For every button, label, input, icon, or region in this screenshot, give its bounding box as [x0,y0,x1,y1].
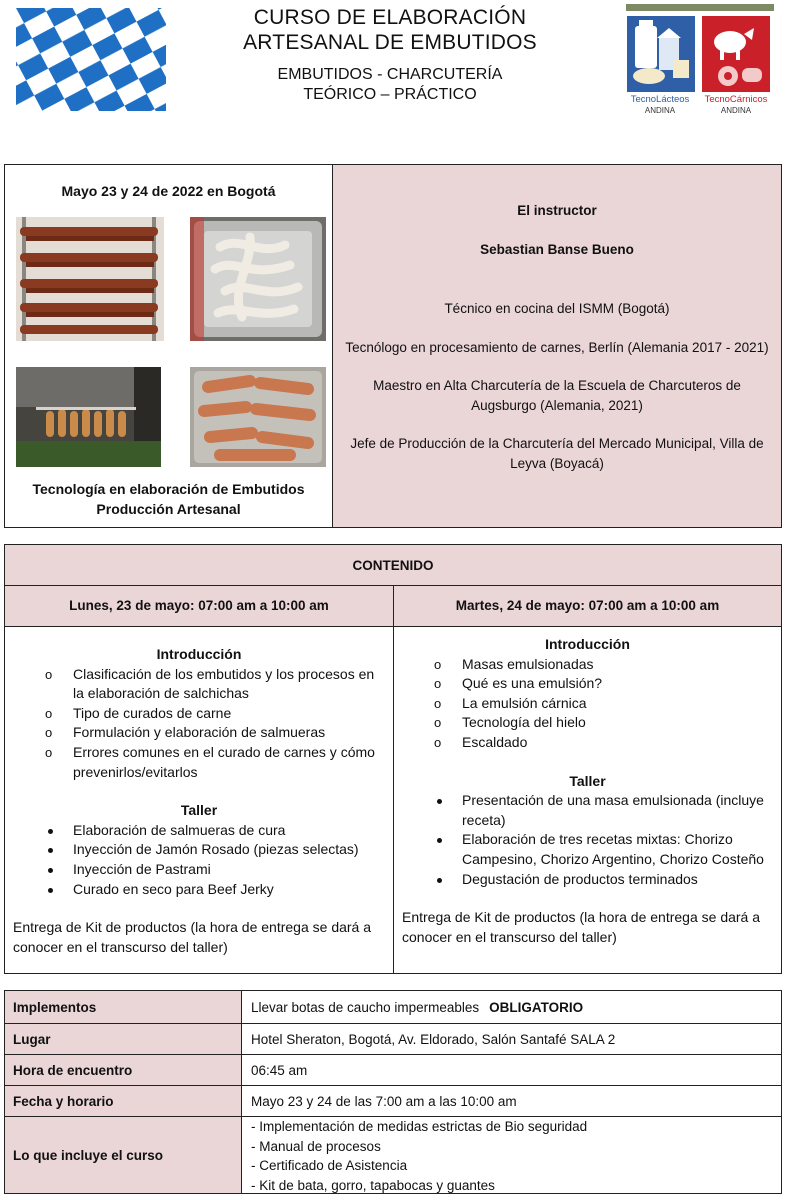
list-item: o Escaldado [434,733,528,750]
credential-item: Técnico en cocina del ISMM (Bogotá) [444,301,670,316]
header-titles [190,5,590,105]
list-item: o Tecnología del hielo [434,714,586,731]
day1-header: Lunes, 23 de mayo: 07:00 am a 10:00 am [5,586,394,627]
fecha-label: Fecha y horario [5,1086,242,1116]
instructor-panel [333,165,781,527]
list-item: o Tipo de curados de carne [45,704,232,721]
caption-line-2: Producción Artesanal [96,501,241,517]
list-item: - Manual de procesos [251,1138,381,1154]
list-item: Inyección de Jamón Rosado (piezas selectas) [5,840,393,860]
list-item: o Masas emulsionadas [434,655,594,672]
overview-photos-panel [5,165,333,527]
implementos-text: Llevar botas de caucho impermeables [251,999,480,1015]
day2-taller-title: Taller [569,772,606,789]
course-title-line-1: CURSO DE ELABORACIÓN [253,6,527,29]
list-item: o Formulación y elaboración de salmueras [45,724,326,741]
day1-column [5,627,394,973]
implementos-label: Implementos [5,991,242,1023]
course-subtitle-line-1: EMBUTIDOS - CHARCUTERÍA [277,66,503,83]
course-date-title: Mayo 23 y 24 de 2022 en Bogotá [61,183,276,199]
list-item: - Certificado de Asistencia [251,1158,408,1173]
list-item: Elaboración de salmueras de cura [5,821,393,841]
fecha-value: Mayo 23 y 24 de las 7:00 am a las 10:00 am [251,1093,517,1109]
lugar-label: Lugar [5,1024,242,1054]
content-table [4,544,782,974]
list-item: Elaboración de tres recetas mixtas: Chorizo Campesino, Chorizo Argentino, Chorizo Costeño [394,830,781,869]
list-item: o Errores comunes en el curado de carnes y cómo prevenirlos/evitarlos [45,743,375,780]
table-row [5,1117,781,1193]
course-subtitle-line-2: TEÓRICO – PRÁCTICO [303,86,477,103]
day1-intro-title: Introducción [156,646,242,662]
table-row [5,1086,781,1117]
list-item: - Implementación de medidas estrictas de Bio seguridad [251,1119,588,1134]
white-sausages-tray-photo [190,217,326,341]
logo-carnicos-sub: ANDINA [720,106,752,115]
table-row [5,1024,781,1055]
incluye-label: Lo que incluye el curso [5,1117,242,1193]
logo-lacteos-name: TecnoLácteos [630,94,690,105]
overview-caption [5,479,332,519]
list-item: Degustación de productos terminados [394,870,781,890]
logo-carnicos-name: TecnoCárnicos [704,94,768,105]
milk-products-icon [627,16,695,92]
caption-line-1: Tecnología en elaboración de Embutidos [32,481,305,497]
implementos-value [242,991,781,1023]
sausages-in-tray-photo [190,367,326,467]
list-item: o Clasificación de los embutidos y los procesos en la elaboración de salchichas [45,665,375,702]
list-item: Inyección de Pastrami [5,860,393,880]
logo-label-lacteos [623,94,697,116]
credential-item: Tecnólogo en procesamiento de carnes, Berlín (Alemania 2017 - 2021) [345,339,769,355]
day1-kit-note: Entrega de Kit de productos (la hora de entrega se dará a conocer en el transcurso del taller) [13,919,372,955]
overview-box [4,164,782,528]
logo-bar [626,4,774,11]
day2-header: Martes, 24 de mayo: 07:00 am a 10:00 am [394,586,781,627]
page-header [0,0,786,130]
table-row [5,1055,781,1086]
lugar-value: Hotel Sheraton, Bogotá, Av. Eldorado, Salón Santafé SALA 2 [251,1031,616,1047]
day2-column [394,627,781,973]
smoker-grill-photo [16,367,161,467]
instructor-name: Sebastian Banse Bueno [480,242,634,257]
bavarian-flag-icon [16,8,166,111]
table-row [5,991,781,1024]
hora-label: Hora de encuentro [5,1055,242,1085]
list-item: o Qué es una emulsión? [434,675,603,692]
credential-item: Jefe de Producción de la Charcutería del Mercado Municipal, Villa de Leyva (Boyacá) [350,436,764,471]
hora-value: 06:45 am [251,1062,308,1078]
meat-products-icon [702,16,770,92]
list-item: Curado en seco para Beef Jerky [5,880,393,900]
logo-lacteos-sub: ANDINA [644,106,676,115]
list-item: - Kit de bata, gorro, tapabocas y guantes [251,1177,495,1193]
mandatory-flag: OBLIGATORIO [489,999,584,1015]
course-title-line-2: ARTESANAL DE EMBUTIDOS [243,31,537,54]
day2-kit-note: Entrega de Kit de productos (la hora de entrega se dará a conocer en el transcurso del taller) [402,909,761,945]
instructor-heading: El instructor [517,203,597,218]
instructor-credentials [333,299,781,492]
credential-item: Maestro en Alta Charcutería de la Escuela de Charcuteros de Augsburgo (Alemania, 2021) [373,378,741,413]
info-table [4,990,782,1194]
day1-taller-title: Taller [180,802,218,819]
partner-logos [626,4,774,116]
logo-label-carnicos [699,94,773,116]
incluye-list [242,1117,781,1193]
content-heading: CONTENIDO [5,545,781,586]
day2-intro-title: Introducción [545,636,630,652]
smoked-sausages-photo [16,217,164,341]
list-item: Presentación de una masa emulsionada (incluye receta) [394,791,781,830]
list-item: o La emulsión cárnica [434,694,587,711]
